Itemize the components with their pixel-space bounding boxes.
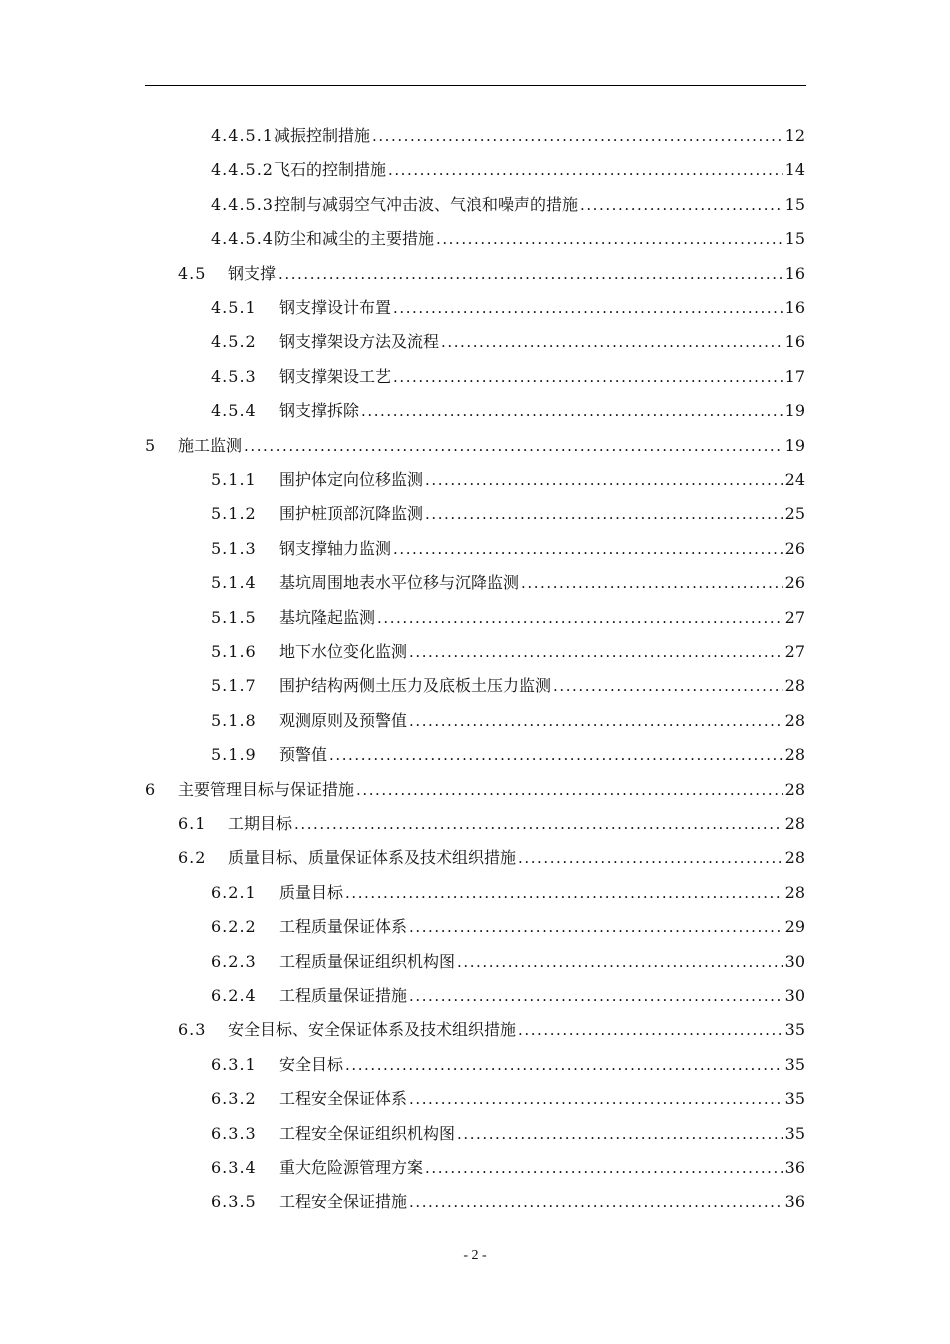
- toc-entry-page: 36: [784, 1158, 805, 1177]
- toc-entry-number: 5.1.3: [211, 539, 257, 558]
- dot-leader: [409, 979, 783, 1013]
- toc-entry-number: 4.5.2: [211, 332, 257, 351]
- toc-entry-number: 6.1: [178, 814, 207, 833]
- toc-entry-page: 28: [784, 848, 805, 867]
- toc-entry-number: 6.3.1: [211, 1055, 257, 1074]
- toc-entry-title: 工程质量保证体系: [279, 917, 408, 936]
- toc-entry-title: 安全目标: [279, 1055, 344, 1074]
- dot-leader: [409, 704, 783, 738]
- toc-entry[interactable]: [211, 601, 805, 635]
- toc-entry[interactable]: [211, 1151, 805, 1185]
- toc-entry[interactable]: [211, 291, 805, 325]
- toc-entry[interactable]: [211, 910, 805, 944]
- toc-entry-number: 6.2.4: [211, 986, 257, 1005]
- toc-entry-page: 27: [784, 608, 805, 627]
- toc-entry-number: 5.1.4: [211, 573, 257, 592]
- toc-entry-title: 围护结构两侧土压力及底板土压力监测: [279, 676, 552, 695]
- toc-entry[interactable]: [211, 566, 805, 600]
- dot-leader: [377, 601, 783, 635]
- dot-leader: [356, 773, 783, 807]
- dot-leader: [409, 635, 783, 669]
- toc-entry-title: 主要管理目标与保证措施: [178, 780, 355, 799]
- toc-entry-number: 6.3.4: [211, 1158, 257, 1177]
- toc-entry-number: 4.4.5.3: [211, 195, 274, 214]
- toc-entry-page: 24: [784, 470, 805, 489]
- toc-entry-title: 基坑周围地表水平位移与沉降监测: [279, 573, 520, 592]
- toc-entry-number: 6.3: [178, 1020, 207, 1039]
- toc-entry-title: 预警值: [279, 745, 328, 764]
- toc-entry[interactable]: [211, 222, 805, 256]
- toc-entry-title: 观测原则及预警值: [279, 711, 408, 730]
- toc-entry[interactable]: [211, 497, 805, 531]
- toc-entry-page: 19: [784, 401, 805, 420]
- toc-entry-number: 6.2: [178, 848, 207, 867]
- toc-entry-page: 30: [784, 986, 805, 1005]
- toc-entry-number: 4.4.5.1: [211, 126, 274, 145]
- dot-leader: [553, 669, 783, 703]
- toc-entry-number: 6.2.2: [211, 917, 257, 936]
- dot-leader: [345, 1048, 783, 1082]
- toc-entry-page: 29: [784, 917, 805, 936]
- toc-entry-title: 钢支撑: [228, 264, 277, 283]
- dot-leader: [393, 532, 783, 566]
- toc-entry[interactable]: [211, 463, 805, 497]
- toc-entry-page: 17: [784, 367, 805, 386]
- toc-entry[interactable]: [211, 945, 805, 979]
- toc-entry-page: 26: [784, 539, 805, 558]
- dot-leader: [521, 566, 783, 600]
- toc-entry-page: 27: [784, 642, 805, 661]
- toc-entry-title: 基坑隆起监测: [279, 608, 376, 627]
- toc-entry-page: 35: [784, 1089, 805, 1108]
- toc-entry-number: 6.2.3: [211, 952, 257, 971]
- toc-entry-number: 5.1.1: [211, 470, 257, 489]
- toc-entry-number: 4.4.5.2: [211, 160, 274, 179]
- toc-entry-page: 15: [784, 229, 805, 248]
- toc-entry-number: 5: [145, 436, 157, 455]
- dot-leader: [441, 325, 783, 359]
- dot-leader: [388, 153, 783, 187]
- toc-entry-title: 工程安全保证措施: [279, 1192, 408, 1211]
- toc-entry-title: 质量目标: [279, 883, 344, 902]
- toc-entry-page: 28: [784, 814, 805, 833]
- dot-leader: [329, 738, 783, 772]
- dot-leader: [518, 1013, 783, 1047]
- toc-entry-number: 6.3.5: [211, 1192, 257, 1211]
- toc-entry-number: 6: [145, 780, 157, 799]
- toc-entry[interactable]: [211, 876, 805, 910]
- toc-entry-page: 19: [784, 436, 805, 455]
- dot-leader: [409, 910, 783, 944]
- dot-leader: [409, 1185, 783, 1219]
- dot-leader: [457, 945, 783, 979]
- toc-entry[interactable]: [211, 669, 805, 703]
- dot-leader: [580, 188, 783, 222]
- toc-entry-number: 6.2.1: [211, 883, 257, 902]
- toc-entry[interactable]: [211, 738, 805, 772]
- toc-entry-number: 6.3.3: [211, 1124, 257, 1143]
- toc-entry-title: 质量目标、质量保证体系及技术组织措施: [228, 848, 517, 867]
- dot-leader: [518, 841, 783, 875]
- toc-entry-title: 防尘和减尘的主要措施: [273, 229, 434, 248]
- toc-entry-title: 钢支撑拆除: [279, 401, 360, 420]
- toc-entry-title: 工期目标: [228, 814, 293, 833]
- toc-entry-page: 28: [784, 883, 805, 902]
- toc-entry-page: 16: [784, 298, 805, 317]
- toc-entry-page: 28: [784, 780, 805, 799]
- toc-entry[interactable]: [211, 1082, 805, 1116]
- dot-leader: [436, 222, 783, 256]
- toc-entry[interactable]: [211, 704, 805, 738]
- toc-entry-title: 重大危险源管理方案: [279, 1158, 424, 1177]
- toc-entry[interactable]: [178, 841, 805, 875]
- toc-entry-number: 5.1.7: [211, 676, 257, 695]
- toc-entry[interactable]: [211, 1117, 805, 1151]
- toc-entry[interactable]: [211, 979, 805, 1013]
- toc-entry-title: 围护体定向位移监测: [279, 470, 424, 489]
- toc-entry[interactable]: [145, 773, 805, 807]
- toc-entry-page: 35: [784, 1020, 805, 1039]
- toc-entry[interactable]: [178, 257, 805, 291]
- toc-entry-page: 26: [784, 573, 805, 592]
- toc-entry-number: 4.4.5.4: [211, 229, 274, 248]
- toc-entry-page: 35: [784, 1055, 805, 1074]
- toc-entry-title: 工程质量保证措施: [279, 986, 408, 1005]
- page-number: - 2 -: [463, 1248, 487, 1263]
- toc-entry-page: 28: [784, 711, 805, 730]
- toc-entry[interactable]: [211, 1048, 805, 1082]
- toc-entry-number: 5.1.5: [211, 608, 257, 627]
- toc-entry[interactable]: [211, 394, 805, 428]
- toc-entry-number: 4.5: [178, 264, 207, 283]
- dot-leader: [425, 497, 783, 531]
- toc-entry-number: 4.5.1: [211, 298, 257, 317]
- toc-entry[interactable]: [178, 1013, 805, 1047]
- dot-leader: [244, 429, 783, 463]
- dot-leader: [457, 1117, 783, 1151]
- toc-entry[interactable]: [211, 635, 805, 669]
- dot-leader: [372, 119, 783, 153]
- dot-leader: [278, 257, 783, 291]
- toc-entry[interactable]: [211, 153, 805, 187]
- toc-entry-page: 12: [784, 126, 805, 145]
- toc-entry-title: 工程质量保证组织机构图: [279, 952, 456, 971]
- toc-entry-title: 围护桩顶部沉降监测: [279, 504, 424, 523]
- toc-entry-number: 5.1.6: [211, 642, 257, 661]
- toc-entry-page: 16: [784, 332, 805, 351]
- toc-entry-page: 36: [784, 1192, 805, 1211]
- dot-leader: [425, 463, 783, 497]
- toc-entry-title: 钢支撑架设工艺: [279, 367, 392, 386]
- toc-entry[interactable]: [211, 188, 805, 222]
- toc-entry-title: 飞石的控制措施: [273, 160, 386, 179]
- toc-entry-page: 15: [784, 195, 805, 214]
- toc-entry-title: 钢支撑架设方法及流程: [279, 332, 440, 351]
- toc-entry-number: 5.1.8: [211, 711, 257, 730]
- toc-entry-page: 14: [784, 160, 805, 179]
- toc-entry-title: 控制与减弱空气冲击波、气浪和噪声的措施: [273, 195, 578, 214]
- toc-entry-page: 30: [784, 952, 805, 971]
- toc-entry-number: 6.3.2: [211, 1089, 257, 1108]
- toc-entry-page: 28: [784, 676, 805, 695]
- dot-leader: [393, 360, 783, 394]
- dot-leader: [409, 1082, 783, 1116]
- dot-leader: [425, 1151, 783, 1185]
- toc-entry-title: 工程安全保证体系: [279, 1089, 408, 1108]
- toc-entry-number: 4.5.3: [211, 367, 257, 386]
- toc-entry[interactable]: [211, 325, 805, 359]
- toc-entry[interactable]: [145, 429, 805, 463]
- dot-leader: [345, 876, 783, 910]
- toc-entry-number: 5.1.2: [211, 504, 257, 523]
- header-rule: [145, 85, 806, 86]
- toc-entry[interactable]: [211, 532, 805, 566]
- toc-entry[interactable]: [211, 360, 805, 394]
- toc-entry-title: 钢支撑轴力监测: [279, 539, 392, 558]
- dot-leader: [393, 291, 783, 325]
- dot-leader: [361, 394, 783, 428]
- toc-entry-title: 安全目标、安全保证体系及技术组织措施: [228, 1020, 517, 1039]
- toc-entry-title: 工程安全保证组织机构图: [279, 1124, 456, 1143]
- toc-entry-title: 减振控制措施: [273, 126, 370, 145]
- toc-entry[interactable]: [211, 1185, 805, 1219]
- toc-entry[interactable]: [211, 119, 805, 153]
- toc-entry[interactable]: [178, 807, 805, 841]
- dot-leader: [294, 807, 783, 841]
- toc-entry-page: 28: [784, 745, 805, 764]
- toc-entry-title: 施工监测: [178, 436, 243, 455]
- toc-entry-page: 25: [784, 504, 805, 523]
- toc-entry-title: 地下水位变化监测: [279, 642, 408, 661]
- toc-entry-number: 4.5.4: [211, 401, 257, 420]
- toc-entry-title: 钢支撑设计布置: [279, 298, 392, 317]
- toc-entry-number: 5.1.9: [211, 745, 257, 764]
- toc-entry-page: 35: [784, 1124, 805, 1143]
- toc-entry-page: 16: [784, 264, 805, 283]
